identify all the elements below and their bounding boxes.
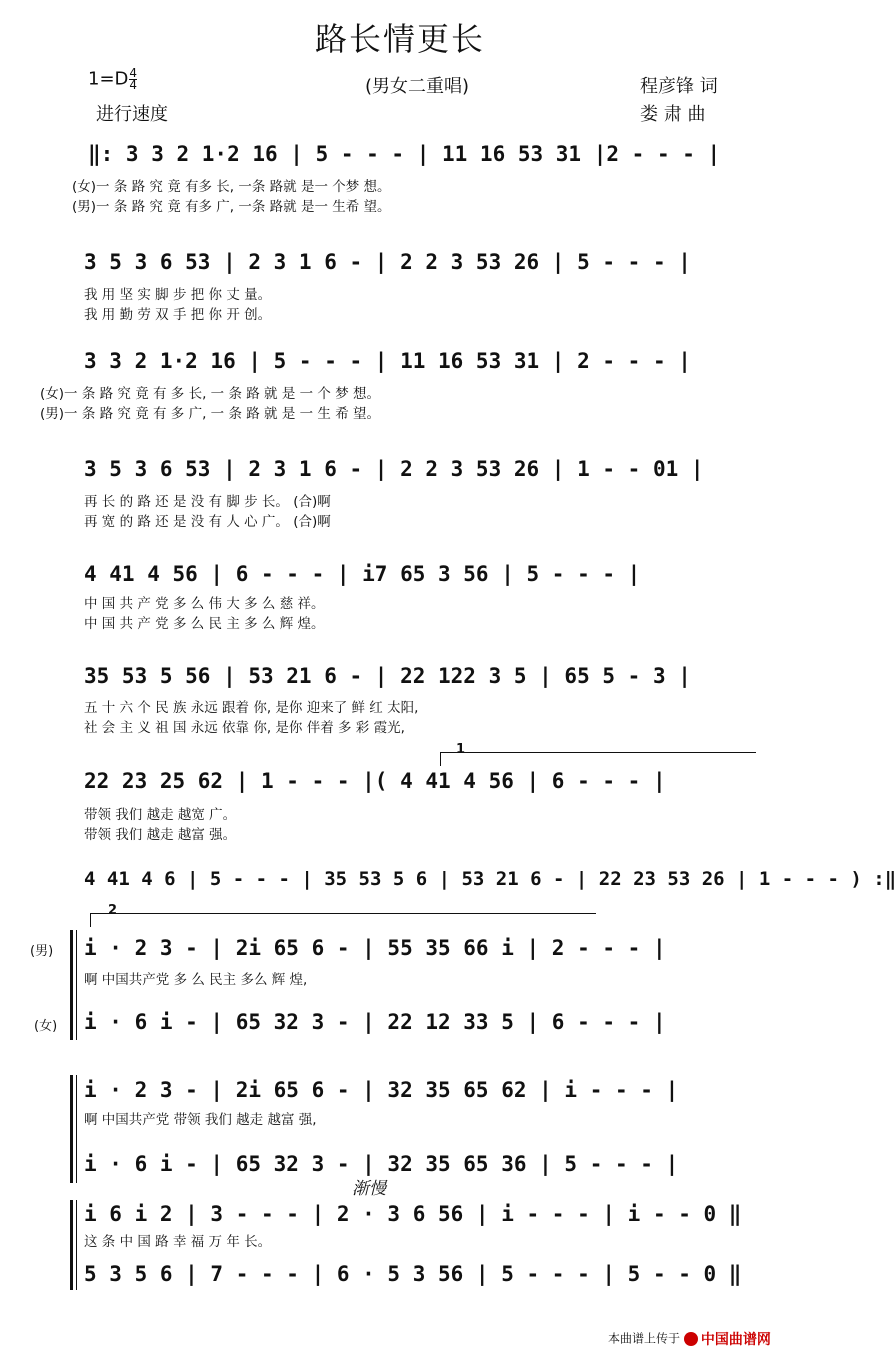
duet-3-brace-inner — [76, 1200, 77, 1290]
volta-2-bracket — [90, 913, 596, 914]
footer-credit — [608, 1329, 771, 1349]
system-8-notes: 4 41 4 6 | 5 - - - | 35 53 5 6 | 53 21 6 - | 22 23 53 26 | 1 - - - ) :‖ — [84, 868, 896, 890]
volta-1-label: 1 — [456, 742, 466, 757]
system-4-lyric-1: 再 长 的 路 还 是 没 有 脚 步 长。 (合)啊 — [84, 494, 331, 510]
system-7-lyric-1: 带领 我们 越走 越宽 广。 — [84, 807, 237, 823]
footer-prefix: 本曲谱上传于 — [608, 1331, 681, 1346]
song-subtitle: (男女二重唱) — [365, 76, 470, 97]
system-2-lyric-1: 我 用 坚 实 脚 步 把 你 丈 量。 — [84, 287, 272, 303]
duet-1-male-notes: i · 2 3 - | 2i 65 6 - | 55 35 66 i | 2 - - - | — [84, 936, 666, 960]
system-6-notes: 35 53 5 56 | 53 21 6 - | 22 122 3 5 | 65 5 - 3 | — [84, 664, 691, 688]
system-6-lyric-2: 社 会 主 义 祖 国 永远 依靠 你, 是你 伴着 多 彩 霞光, — [84, 720, 405, 736]
ritardando-marking: 渐慢 — [352, 1179, 386, 1199]
system-1-notes: ‖: 3 3 2 1·2 16 | 5 - - - | 11 16 53 31 |2 - - - | — [88, 142, 721, 166]
volta-2-label: 2 — [108, 903, 118, 918]
time-sig-numerator: 4 — [129, 66, 138, 80]
time-signature — [129, 68, 137, 91]
key-signature — [88, 68, 137, 91]
system-1-lyric-female: (女)一 条 路 究 竟 有多 长, 一条 路就 是一 个梦 想。 — [72, 179, 391, 195]
system-5-lyric-2: 中 国 共 产 党 多 么 民 主 多 么 辉 煌。 — [84, 616, 325, 632]
system-3-lyric-female: (女)一 条 路 究 竟 有 多 长, 一 条 路 就 是 一 个 梦 想。 — [40, 386, 380, 402]
system-6-lyric-1: 五 十 六 个 民 族 永远 跟着 你, 是你 迎来了 鲜 红 太阳, — [84, 700, 419, 716]
site-logo-icon — [684, 1332, 698, 1346]
duet-1-female-notes: i · 6 i - | 65 32 3 - | 22 12 33 5 | 6 - - - | — [84, 1010, 666, 1034]
system-1-lyric-male: (男)一 条 路 究 竟 有多 广, 一条 路就 是一 生希 望。 — [72, 199, 391, 215]
system-2-notes: 3 5 3 6 53 | 2 3 1 6 - | 2 2 3 53 26 | 5 - - - | — [84, 250, 691, 274]
duet-1-brace — [70, 930, 73, 1040]
duet-1-brace-inner — [76, 930, 77, 1040]
system-7-notes: 22 23 25 62 | 1 - - - |( 4 41 4 56 | 6 - - - | — [84, 769, 666, 793]
duet-2-male-lyric: 啊 中国共产党 带领 我们 越走 越富 强, — [84, 1112, 317, 1128]
composer-credit: 娄 肃 曲 — [640, 104, 706, 125]
duet-3-male-notes: i 6 i 2 | 3 - - - | 2 · 3 6 56 | i - - - | i - - 0 ‖ — [84, 1202, 742, 1226]
duet-3-male-lyric: 这 条 中 国 路 幸 福 万 年 长。 — [84, 1234, 272, 1250]
duet-3-brace — [70, 1200, 73, 1290]
system-4-notes: 3 5 3 6 53 | 2 3 1 6 - | 2 2 3 53 26 | 1 - - 01 | — [84, 457, 704, 481]
duet-2-male-notes: i · 2 3 - | 2i 65 6 - | 32 35 65 62 | i - - - | — [84, 1078, 679, 1102]
system-5-lyric-1: 中 国 共 产 党 多 么 伟 大 多 么 慈 祥。 — [84, 596, 325, 612]
duet-1-male-lyric: 啊 中国共产党 多 么 民主 多么 辉 煌, — [84, 972, 308, 988]
tempo-marking: 进行速度 — [96, 104, 168, 125]
system-2-lyric-2: 我 用 勤 劳 双 手 把 你 开 创。 — [84, 307, 272, 323]
volta-1-bracket — [440, 752, 756, 753]
song-title: 路长情更长 — [314, 20, 485, 58]
duet-2-brace-inner — [76, 1075, 77, 1183]
system-7-lyric-2: 带领 我们 越走 越富 强。 — [84, 827, 237, 843]
duet-2-female-notes: i · 6 i - | 65 32 3 - | 32 35 65 36 | 5 - - - | — [84, 1152, 679, 1176]
female-voice-label: (女) — [34, 1019, 58, 1034]
duet-3-female-notes: 5 3 5 6 | 7 - - - | 6 · 5 3 56 | 5 - - - | 5 - - 0 ‖ — [84, 1262, 742, 1286]
male-voice-label: (男) — [30, 944, 54, 959]
system-3-notes: 3 3 2 1·2 16 | 5 - - - | 11 16 53 31 | 2 - - - | — [84, 349, 691, 373]
system-5-notes: 4 41 4 56 | 6 - - - | i7 65 3 56 | 5 - - - | — [84, 562, 641, 586]
key-label: 1=D — [88, 68, 129, 90]
system-4-lyric-2: 再 宽 的 路 还 是 没 有 人 心 广。 (合)啊 — [84, 514, 331, 530]
site-name: 中国曲谱网 — [700, 1332, 771, 1348]
volta-1-hook — [440, 752, 441, 766]
system-3-lyric-male: (男)一 条 路 究 竟 有 多 广, 一 条 路 就 是 一 生 希 望。 — [40, 406, 380, 422]
time-sig-denominator: 4 — [129, 78, 138, 92]
lyricist-credit: 程彦锋 词 — [640, 76, 718, 97]
volta-2-hook — [90, 913, 91, 927]
duet-2-brace — [70, 1075, 73, 1183]
